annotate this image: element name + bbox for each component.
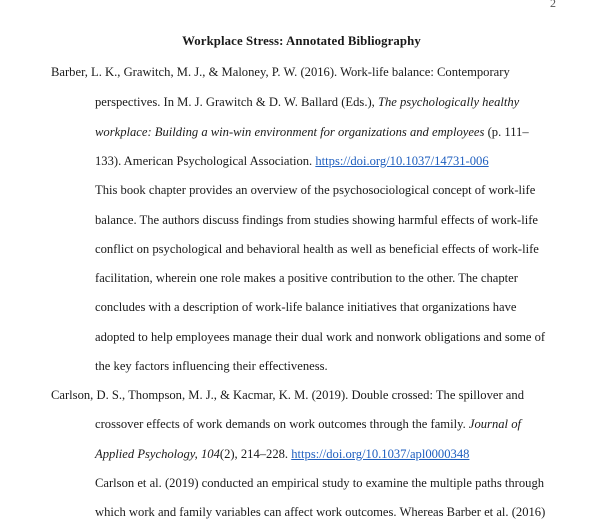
annotation-line: concludes with a description of work-life balance initiatives that organizations have [95,300,517,314]
annotation-line: the key factors influencing their effectiveness. [95,359,328,373]
citation-text: 133). American Psychological Association. [95,154,316,168]
annotation-line: This book chapter provides an overview of the psychosociological concept of work-life [95,183,536,197]
book-title: The psychologically healthy [377,95,520,109]
citation-line [95,153,489,169]
annotation-line: facilitation, wherein one role makes a positive contribution to the other. The chapter [95,271,518,285]
doi-link[interactable]: https://doi.org/10.1037/apl0000348 [291,447,470,461]
page-number: 2 [550,0,556,10]
book-title: workplace: Building a win-win environment for organizations and employees [95,125,485,139]
journal-title: Applied Psychology, 104 [95,447,220,461]
annotation-line: which work and family variables can affect work outcomes. Whereas Barber et al. (2016) [95,505,546,519]
citation-text: perspectives. In M. J. Grawitch & D. W. Ballard (Eds.), [95,95,378,109]
annotation-line: conflict on psychological and behavioral health as well as beneficial effects of work-life [95,242,539,256]
citation-text: (2), 214–228. [219,447,292,461]
annotation-line: Carlson et al. (2019) conducted an empirical study to examine the multiple paths through [95,476,545,490]
annotation-line: balance. The authors discuss findings from studies showing harmful effects of work-life [95,213,539,227]
citation-line: Carlson, D. S., Thompson, M. J., & Kacmar, K. M. (2019). Double crossed: The spillover and [51,388,524,402]
doi-link[interactable]: https://doi.org/10.1037/14731-006 [315,154,489,168]
annotation-line: adopted to help employees manage their dual work and nonwork obligations and some of [95,330,546,344]
citation-line: Barber, L. K., Grawitch, M. J., & Maloney, P. W. (2016). Work-life balance: Contemporary [51,65,510,79]
document-title: Workplace Stress: Annotated Bibliography [182,34,421,48]
citation-text: crossover effects of work demands on work outcomes through the family. [95,417,469,431]
citation-line [95,446,469,462]
citation-line [95,94,519,110]
citation-line [95,124,529,140]
citation-line [95,416,521,432]
citation-text: (p. 111– [484,125,529,139]
journal-title: Journal of [468,417,521,431]
